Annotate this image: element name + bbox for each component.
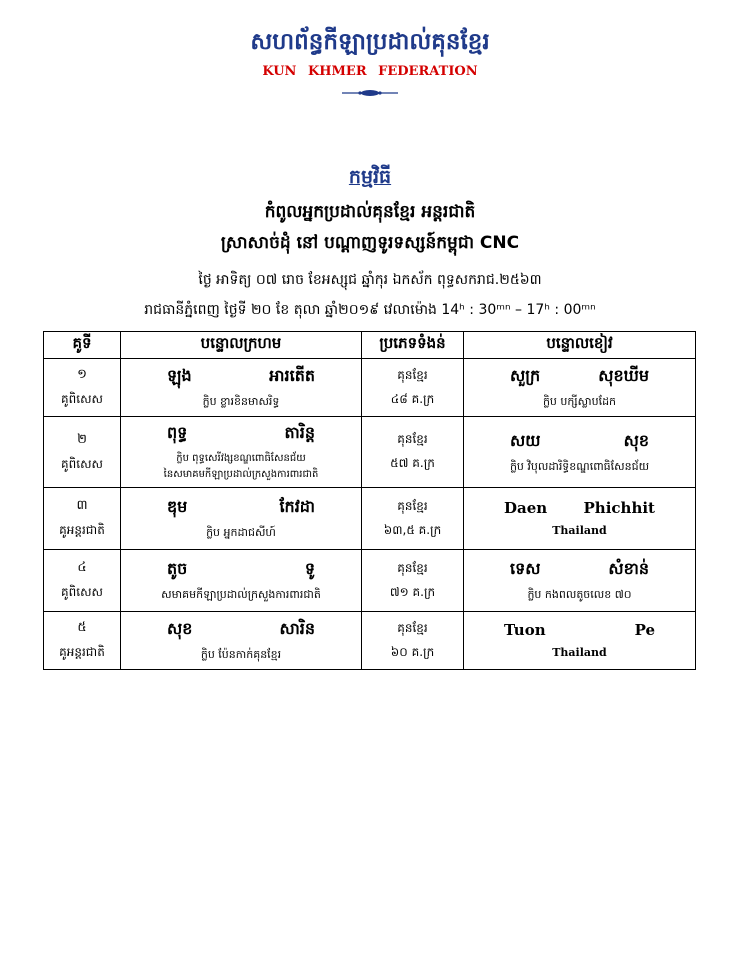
pair-cell — [44, 550, 121, 612]
blank-cell — [696, 359, 740, 417]
red-corner-cell — [121, 359, 362, 417]
blank-cell — [696, 488, 740, 550]
blue-country: Thailand — [552, 523, 607, 537]
pair-number: ៥ — [77, 620, 87, 635]
blue-corner-cell — [464, 550, 696, 612]
decorative-divider-icon — [342, 88, 398, 98]
federation-name-english: KUN KHMER FEDERATION — [262, 64, 478, 79]
header-weight-class: ប្រភេទទំងន់ — [362, 332, 464, 359]
red-first-name: តូច — [167, 559, 188, 578]
red-corner-cell — [121, 417, 362, 488]
red-first-name: ឌុម — [167, 497, 188, 516]
pair-number: ៣ — [76, 498, 88, 513]
red-first-name: សុខ — [167, 619, 193, 638]
red-club: ក្លិប អ្នកដាជសីហ៍ — [206, 526, 276, 539]
red-last-name: អារតើត — [269, 366, 315, 385]
red-last-name: កែវដា — [279, 497, 315, 516]
table-row — [44, 417, 740, 488]
pair-level: គូពិសេស — [61, 585, 103, 599]
pair-level: គូពិសេស — [61, 392, 103, 406]
pair-cell — [44, 359, 121, 417]
red-fighter-name — [121, 496, 361, 520]
red-club: ក្លិប ខ្លារខិនមាសរិទ្ធ — [202, 395, 280, 408]
red-club: ក្លិប ពុទ្ធសេរីវង្សខណ្ឌពោធិសែនជ័យ — [176, 452, 306, 464]
blue-last-name: Phichhit — [583, 498, 655, 517]
weight-cell — [362, 417, 464, 488]
blue-first-name: សយ — [510, 430, 541, 450]
weight-type: គុនខ្មែរ — [397, 560, 428, 575]
red-last-name: សារិន — [279, 619, 315, 638]
blue-club: ក្លិប បក្សីស្លាបដែក — [542, 395, 617, 408]
blue-last-name: សុខឃីម — [598, 366, 649, 385]
blue-fighter-name — [464, 621, 695, 639]
pair-number: ២ — [77, 431, 87, 447]
weight-cell — [362, 488, 464, 550]
weight-type: គុនខ្មែរ — [397, 620, 428, 635]
federation-name-khmer: សហព័ន្ធកីឡាប្រដាល់គុនខ្មែរ — [250, 29, 490, 55]
event-title-line-2: ស្រាសាច់ដុំ នៅ បណ្ដាញទូរទស្សន៍កម្ពុជា CNC — [220, 233, 520, 253]
red-corner-cell — [121, 550, 362, 612]
venue-date-time-line: រាជធានីភ្នំពេញ ថ្ងៃទី ២០ ខែ តុលា ឆ្នាំ២០១៩ វេលាម៉ោង 14ʰ : 30ᵐⁿ – 17ʰ : 00ᵐⁿ — [144, 302, 596, 318]
weight-class: ៧១ គ.ក្រ — [389, 584, 436, 599]
pair-cell — [44, 612, 121, 670]
bout-schedule-table — [43, 331, 740, 670]
table-row — [44, 612, 740, 670]
red-fighter-name — [121, 365, 361, 389]
lunar-date-line: ថ្ងៃ អាទិត្យ ០៧ រោច ខែអស្សុជ ឆ្នាំកុរ ឯកស័ក ពុទ្ធសករាជ.២៥៦៣ — [198, 272, 542, 288]
blue-club: ក្លិប វិបុលដារិទ្ធិខណ្ឌពោធិសែនជ័យ — [509, 459, 650, 473]
pair-level: គូអន្តរជាតិ — [59, 523, 105, 537]
red-first-name: ពុទ្ធ — [167, 422, 188, 442]
blue-fighter-name — [464, 365, 695, 389]
blue-corner-cell — [464, 417, 696, 488]
blank-cell — [696, 550, 740, 612]
blue-corner-cell — [464, 488, 696, 550]
pair-level: គូអន្តរជាតិ — [59, 645, 105, 659]
blue-last-name: Pe — [634, 620, 655, 639]
event-title-line-1: កំពូលអ្នកប្រដាល់គុនខ្មែរ អន្តរជាតិ — [264, 202, 476, 222]
blue-country: Thailand — [552, 645, 607, 659]
red-first-name: ឡុង — [167, 366, 192, 385]
blue-corner-cell — [464, 359, 696, 417]
red-corner-cell — [121, 612, 362, 670]
blue-last-name: សំខាន់ — [608, 559, 649, 578]
weight-type: គុនខ្មែរ — [397, 432, 428, 446]
program-title: កម្មវិធី — [348, 166, 392, 188]
pair-level: គូពិសេស — [61, 456, 103, 471]
blue-first-name: Tuon — [504, 620, 546, 639]
red-club: សមាគមកីឡាប្រដាល់ក្រសួងការពារជាតិ — [161, 588, 321, 601]
blue-fighter-name — [464, 430, 695, 454]
blue-first-name: ទេស — [510, 559, 541, 578]
red-club: ក្លិប ប៉ែនកាក់គុនខ្មែរ — [200, 648, 282, 661]
blank-cell — [696, 332, 740, 359]
weight-class: ៤៨ គ.ក្រ — [390, 391, 435, 406]
pair-number: ១ — [77, 367, 87, 382]
blue-corner-cell — [464, 612, 696, 670]
blue-first-name: Daen — [504, 498, 548, 517]
header-red-corner: បន្ទោលក្រហម — [121, 332, 362, 359]
blue-first-name: សួក្រ — [510, 366, 541, 385]
blue-last-name: សុខ — [623, 430, 649, 450]
weight-cell — [362, 359, 464, 417]
blue-fighter-name — [464, 499, 695, 517]
blank-cell — [696, 417, 740, 488]
weight-cell — [362, 550, 464, 612]
blank-cell — [696, 612, 740, 670]
table-row — [44, 488, 740, 550]
red-fighter-name — [121, 422, 361, 446]
weight-class: ៦០ គ.ក្រ — [390, 644, 435, 659]
blue-fighter-name — [464, 558, 695, 582]
red-club-association: នៃសមាគមកីឡាប្រដាល់ក្រសួងការពារជាតិ — [163, 468, 319, 480]
red-fighter-name — [121, 618, 361, 642]
pair-cell — [44, 488, 121, 550]
red-corner-cell — [121, 488, 362, 550]
header-pair: គូទី — [44, 332, 121, 359]
red-last-name: ទូ — [304, 559, 315, 578]
table-header-row — [44, 332, 740, 359]
blue-club: ក្លិប កងពលតូចលេខ ៧០ — [527, 588, 632, 601]
red-last-name: តារិន្ត — [284, 422, 315, 442]
weight-class: ៥៧ គ.ក្រ — [390, 456, 435, 470]
weight-class: ៦៣,៥ គ.ក្រ — [383, 522, 442, 537]
weight-type: គុនខ្មែរ — [397, 498, 428, 513]
weight-type: គុនខ្មែរ — [397, 367, 428, 382]
table-row — [44, 550, 740, 612]
pair-number: ៤ — [77, 560, 87, 575]
table-row — [44, 359, 740, 417]
red-fighter-name — [121, 558, 361, 582]
pair-cell — [44, 417, 121, 488]
header-blue-corner: បន្ទោលខៀវ — [464, 332, 696, 359]
weight-cell — [362, 612, 464, 670]
